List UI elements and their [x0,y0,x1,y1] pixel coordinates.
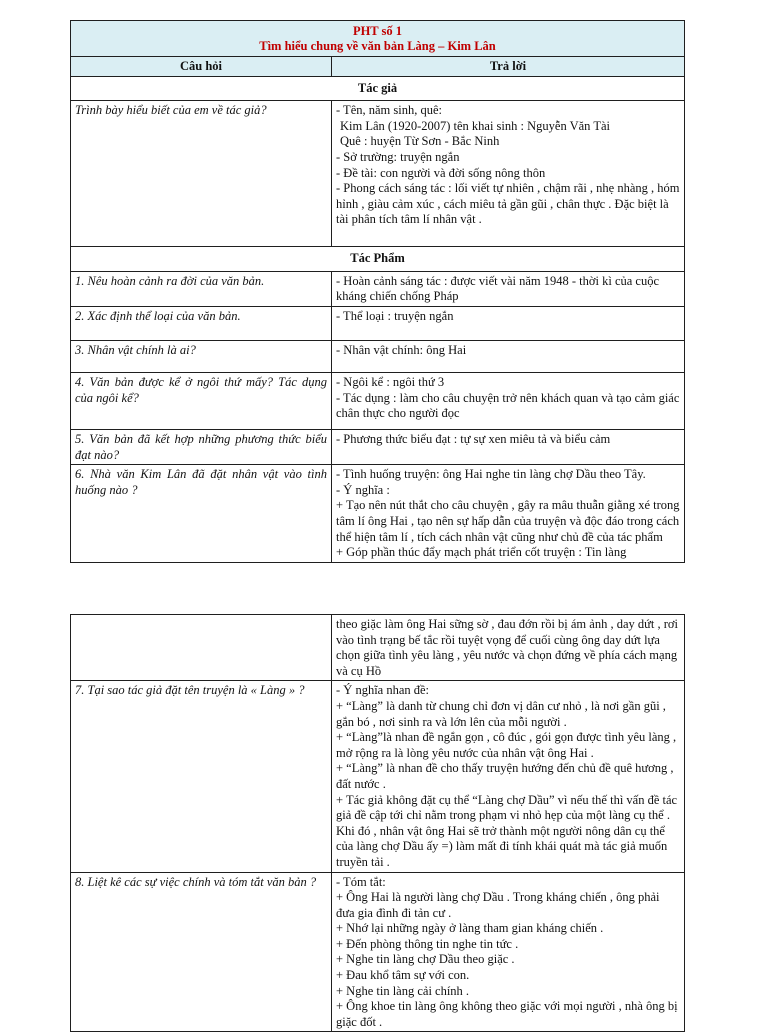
answer-line: - Tình huống truyện: ông Hai nghe tin làng chợ Dầu theo Tây. [336,467,646,482]
answer-line: - Phong cách sáng tác : lối viết tự nhiên , chậm rãi , nhẹ nhàng , hóm hỉnh , giàu cảm xúc , cách miêu tả gần gũi , chân thực . Đặc biệt là tài phân tích tâm lí nhân vật . [336,181,680,227]
worksheet-table-page-1 [70,20,685,563]
answer-line: - Tóm tắt: [336,874,386,889]
table-row [71,372,685,429]
table-row [71,101,685,247]
title-row [71,21,685,57]
answer-cell [332,615,685,681]
answer-line: - Hoàn cảnh sáng tác : được viết vài năm 1948 - thời kì của cuộc kháng chiến chống Pháp [336,273,660,304]
worksheet-title: PHT số 1 [352,24,403,38]
column-header-answer: Trả lời [332,57,685,77]
table-row [71,872,685,1032]
column-header-question: Câu hỏi [71,57,332,77]
title-cell [71,21,685,57]
answer-line: + Nhớ lại những ngày ở làng tham gian kháng chiến . [336,921,604,936]
section-row-work [71,247,685,272]
answer-line: - Tác dụng : làm cho câu chuyện trở nên khách quan và tạo cảm giác chân thực cho người đọc [336,390,680,421]
answer-cell [332,306,685,340]
table-row [71,429,685,464]
question-cell: 6. Nhà văn Kim Lân đã đặt nhân vật vào tình huống nào ? [71,465,332,563]
question-cell: 7. Tại sao tác giả đặt tên truyện là « Làng » ? [71,681,332,872]
table-row [71,615,685,681]
worksheet-subtitle: Tìm hiểu chung về văn bản Làng – Kim Lân [259,39,496,53]
answer-line: - Sở trường: truyện ngắn [336,149,460,164]
answer-line: + Đau khổ tâm sự với con. [336,968,470,983]
section-row-author [71,76,685,101]
table-row [71,465,685,563]
answer-line: + Tạo nên nút thắt cho câu chuyện , gây ra mâu thuẫn giằng xé trong tâm lí ông Hai , tạo nên sự hấp dẫn của truyện và độc đáo trong cách thể hiện tâm lí , tích cách nhân vật cũng như chủ đề của tác phẩm [336,498,680,544]
answer-line: - Thể loại : truyện ngắn [336,308,454,323]
answer-cell [332,872,685,1032]
answer-line: + “Làng”là nhan đề ngắn gọn , cô đúc , gói gọn được tình yêu làng , mở rộng ra là lòng yêu nước của nhân vật ông Hai . [336,730,677,760]
question-cell: 5. Văn bản đã kết hợp những phương thức biểu đạt nào? [71,429,332,464]
question-cell: 8. Liệt kê các sự việc chính và tóm tắt văn bản ? [71,872,332,1032]
answer-line: + Tác giả không đặt cụ thể “Làng chợ Dầu” vì nếu thế thì vấn đề tác giả đề cập tới chỉ nằm trong phạm vi nhỏ hẹp của một làng cụ thể . Khi đó , nhân vật ông Hai sẽ trở thành một người nông dân cụ thể của làng chợ Dầu ấy =) làm mất đi tính khái quát mà tác giả muốn truyền tải . [336,792,678,869]
question-cell: Trình bày hiểu biết của em về tác giả? [71,101,332,247]
question-cell [71,615,332,681]
table-row [71,271,685,306]
question-cell: 2. Xác định thể loại của văn bản. [71,306,332,340]
answer-line: - Tên, năm sinh, quê: [336,103,442,118]
question-cell: 1. Nêu hoàn cảnh ra đời của văn bản. [71,271,332,306]
answer-line: - Đề tài: con người và đời sống nông thôn [336,165,546,180]
answer-line: + Đến phòng thông tin nghe tin tức . [336,936,519,951]
question-cell: 3. Nhân vật chính là ai? [71,340,332,372]
answer-line: + Nghe tin làng cải chính . [336,983,470,998]
answer-cell [332,681,685,872]
answer-line: + “Làng” là nhan đề cho thấy truyện hướng đến chủ đề quê hương , đất nước . [336,761,674,791]
answer-cell [332,372,685,429]
table-row [71,681,685,872]
answer-line: Kim Lân (1920-2007) tên khai sinh : Nguyễn Văn Tài [340,118,610,133]
answer-line: + Nghe tin làng chợ Dầu theo giặc . [336,952,515,967]
answer-line: Quê : huyện Từ Sơn - Bắc Ninh [340,134,500,149]
answer-line: + “Làng” là danh từ chung chỉ đơn vị dân cư nhỏ , là nơi gần gũi , gắn bó , nơi sinh ra và lớn lên của mỗi người . [336,698,666,729]
question-cell: 4. Văn bản được kể ở ngôi thứ mấy? Tác dụng của ngôi kể? [71,372,332,429]
answer-cell [332,101,685,247]
answer-cell [332,465,685,563]
section-heading-work: Tác Phẩm [71,247,685,272]
answer-line: - Phương thức biểu đạt : tự sự xen miêu tả và biểu cảm [336,431,611,446]
answer-line: - Ý nghĩa nhan đề: [336,683,430,698]
answer-line: - Nhân vật chính: ông Hai [336,342,467,357]
answer-cell [332,271,685,306]
section-heading-author: Tác giả [71,76,685,101]
answer-cell [332,429,685,464]
answer-cell [332,340,685,372]
answer-line: theo giặc làm ông Hai sững sờ , đau đớn rồi bị ám ảnh , day dứt , rơi vào tình trạng bế tắc rồi tuyệt vọng để cuối cùng ông day dứt lựa chọn giữa tình yêu làng , yêu nước và chọn đứng về phía cách mạng và cụ Hồ [336,617,678,678]
answer-line: - Ý nghĩa : [336,482,390,497]
column-header-row [71,57,685,77]
answer-line: + Góp phần thúc đẩy mạch phát triển cốt truyện : Tin làng [336,545,627,560]
answer-line: + Ông khoe tin làng ông không theo giặc với mọi người , nhà ông bị giặc đốt . [336,999,678,1029]
table-row [71,340,685,372]
worksheet-table-page-2 [70,614,685,1032]
answer-line: + Ông Hai là người làng chợ Dầu . Trong kháng chiến , ông phải đưa gia đình đi tản cư . [336,890,660,920]
answer-line: - Ngôi kể : ngôi thứ 3 [336,374,445,389]
table-row [71,306,685,340]
